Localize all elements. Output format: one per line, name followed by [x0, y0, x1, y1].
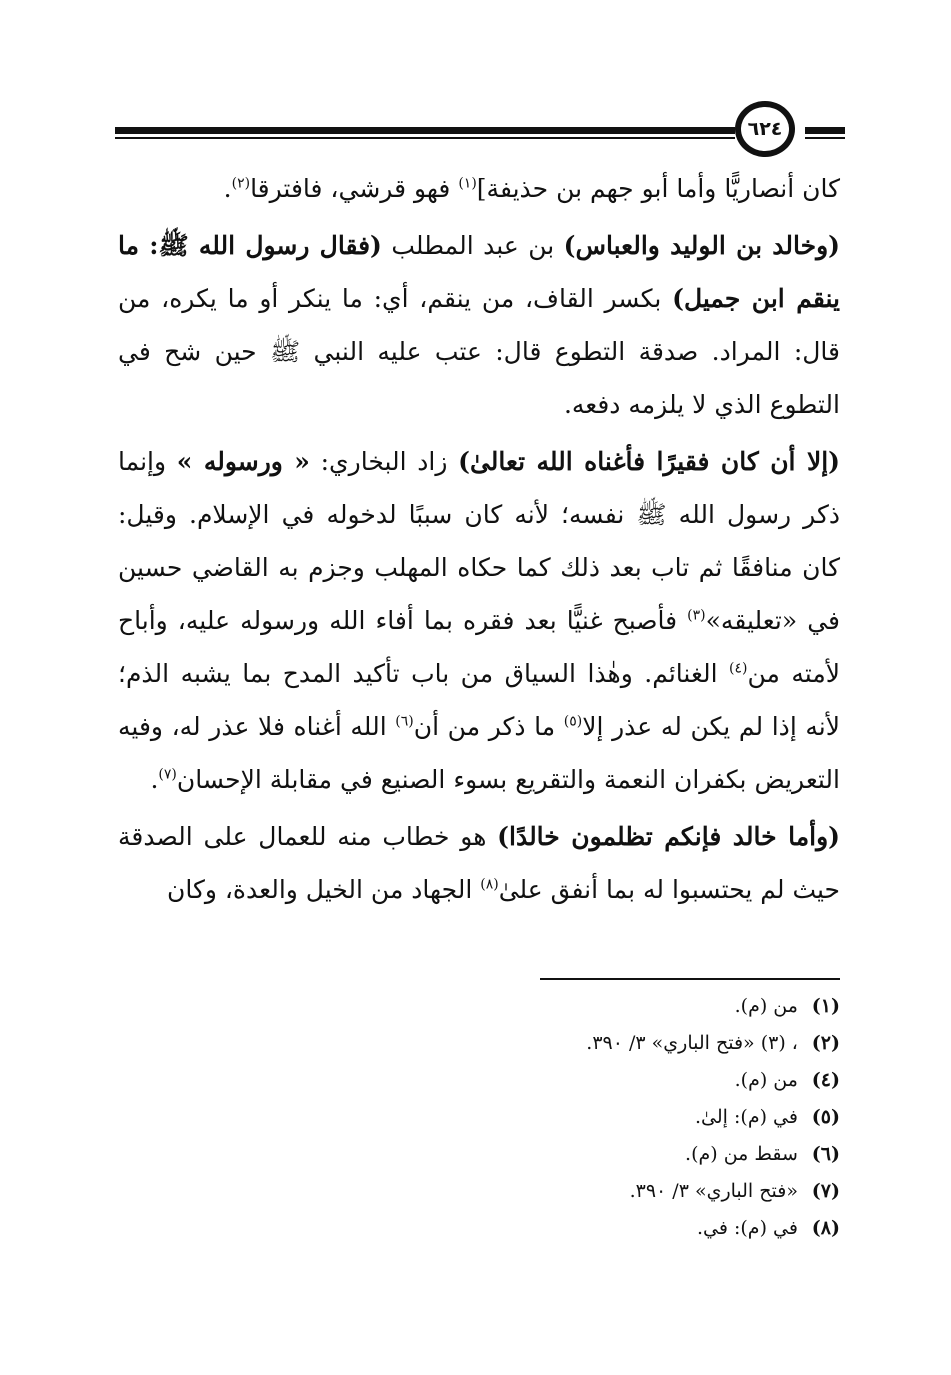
page-header: [115, 100, 845, 160]
header-rule-right-thin: [805, 137, 845, 139]
header-rule-thin: [115, 137, 735, 139]
text-run: زاد البخاري:: [309, 447, 459, 476]
bold-text: (وخالد بن الوليد والعباس): [563, 231, 840, 260]
paragraph: [118, 162, 840, 215]
page-number-badge: [735, 101, 795, 157]
bold-text: « ورسوله »: [176, 447, 310, 476]
text-run: فهو قرشي، فافترقا: [250, 174, 459, 203]
bold-text: (وأما خالد فإنكم تظلمون خالدًا): [497, 822, 841, 851]
footnote-text: «فتح الباري» ٣/ ٣٩٠.: [629, 1180, 798, 1202]
text-run: .: [150, 765, 159, 794]
text-run: بكسر القاف، من ينقم، أي: ما ينكر أو ما يكره، من قال: المراد. صدقة التطوع قال: عتب عليه النبي ﷺ حين شح في التطوع الذي لا يلزمه دفعه.: [118, 284, 840, 419]
footnote-number: (٥): [811, 1106, 840, 1128]
text-run: الغنائم. وهٰذا السياق من باب تأكيد المدح بما يشبه الذم؛ لأنه إذا لم يكن له عذر إلا: [118, 659, 841, 741]
paragraph: [118, 219, 840, 431]
footnote-ref: (٧): [158, 766, 177, 783]
footnotes: [118, 988, 840, 1247]
footnote-item: [118, 1173, 840, 1210]
text-run: فأصبح غنيًّا بعد فقره بما أفاء الله ورسوله عليه، وأباح لأمته من: [118, 606, 841, 688]
bold-text: (إلا أن كان فقيرًا فأغناه الله تعالىٰ): [458, 447, 840, 476]
header-rule-thick: [115, 127, 735, 134]
footnote-ref: (٦): [395, 713, 414, 730]
text-run: ما ذكر من أن: [413, 712, 564, 741]
footnote-ref: (٢): [231, 175, 251, 192]
footnote-item: [118, 988, 840, 1025]
paragraph: [118, 435, 840, 806]
text-run: وإنما ذكر رسول الله ﷺ نفسه؛ لأنه كان سببًا لدخوله في الإسلام. وقيل: كان منافقًا ثم تاب بعد ذلك كما حكاه المهلب وجزم به القاضي حسين في «تعليقه»: [118, 447, 840, 635]
footnote-ref: (٨): [480, 876, 499, 893]
footnote-number: (٤): [811, 1069, 840, 1091]
footnote-text: ، (٣) «فتح الباري» ٣/ ٣٩٠.: [586, 1032, 798, 1054]
footnote-number: (٨): [811, 1217, 840, 1239]
footnote-text: من (م).: [734, 1069, 798, 1091]
footnote-number: (١): [811, 995, 840, 1017]
footnote-item: [118, 1062, 840, 1099]
text-run: الله أغناه فلا عذر له، وفيه التعريض بكفران النعمة والتقريع بسوء الصنيع في مقابلة الإحسان: [118, 712, 840, 794]
footnote-text: من (م).: [734, 995, 798, 1017]
footnote-number: (٦): [811, 1143, 840, 1165]
bold-text: (فقال رسول الله ﷺ: ما ينقم ابن جميل): [118, 231, 840, 313]
footnote-item: [118, 1136, 840, 1173]
paragraph: [118, 810, 840, 916]
footnote-ref: (٣): [687, 607, 706, 624]
footnote-text: في (م): في.: [697, 1217, 798, 1239]
text-run: كان أنصاريًّا وأما أبو جهم بن حذيفة]: [476, 174, 840, 203]
header-rule-right-thick: [805, 127, 845, 134]
footnote-ref: (٤): [729, 660, 748, 677]
text-run: .: [223, 174, 232, 203]
footnote-item: [118, 1025, 840, 1062]
footnote-item: [118, 1210, 840, 1247]
main-text: [118, 162, 840, 920]
text-run: بن عبد المطلب: [381, 231, 564, 260]
footnote-separator: [540, 978, 840, 980]
footnote-text: سقط من (م).: [685, 1143, 798, 1165]
footnote-ref: (١): [458, 175, 477, 192]
footnote-number: (٢): [811, 1032, 840, 1054]
text-run: الجهاد من الخيل والعدة، وكان: [166, 875, 481, 904]
footnote-ref: (٥): [563, 713, 583, 730]
footnote-number: (٧): [811, 1180, 840, 1202]
page-number: ٦٢٤: [747, 118, 783, 140]
text-run: هو خطاب منه للعمال على الصدقة حيث لم يحتسبوا له بما أنفق علىٰ: [118, 822, 840, 904]
footnote-item: [118, 1099, 840, 1136]
footnote-text: في (م): إلىٰ.: [695, 1106, 798, 1128]
